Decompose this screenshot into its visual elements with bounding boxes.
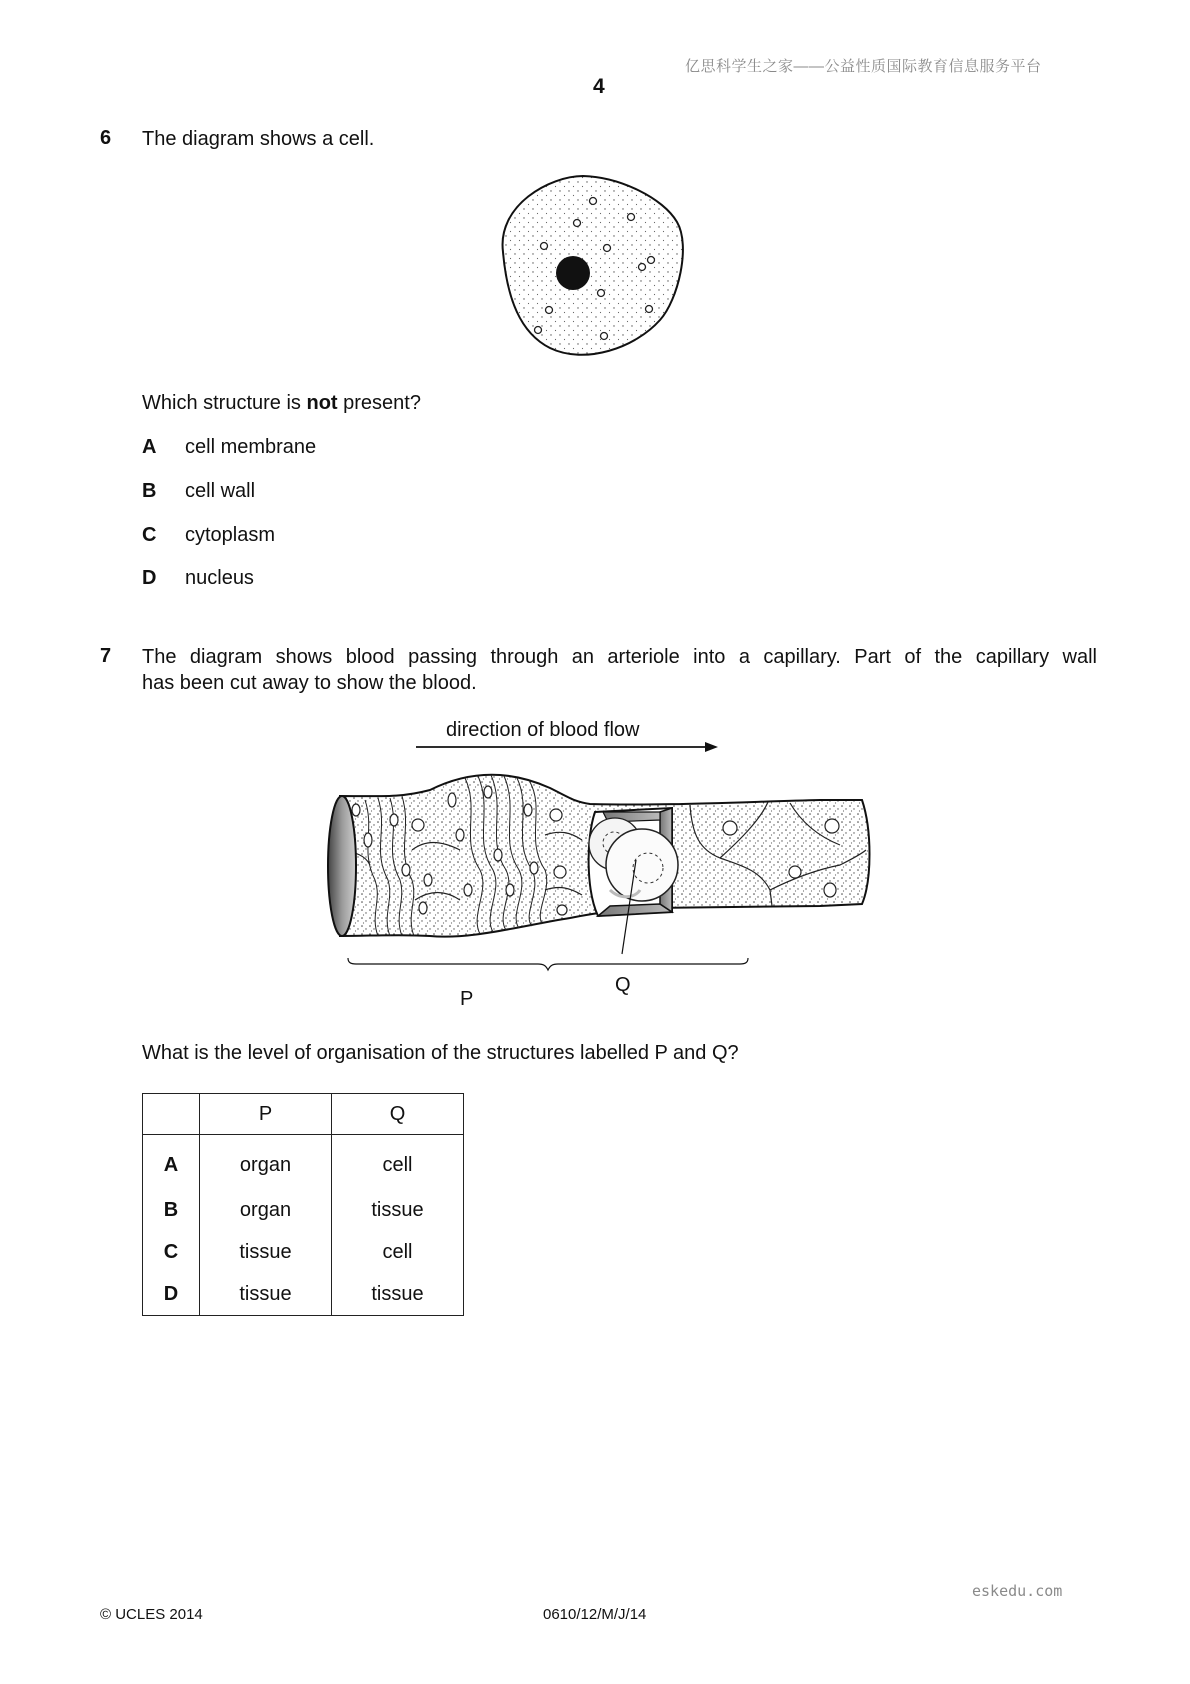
footer-paper-code: 0610/12/M/J/14 xyxy=(543,1606,647,1623)
blood-flow-label: direction of blood flow xyxy=(446,719,640,741)
table-header-blank xyxy=(143,1094,200,1135)
row-letter: A xyxy=(143,1135,200,1190)
q7-stem-line1: The diagram shows blood passing through an arteriole into a capillary. Part of the capillary wall xyxy=(142,646,1097,668)
q6-question xyxy=(142,390,421,417)
row-p: tissue xyxy=(200,1231,332,1273)
red-blood-cell-q xyxy=(606,829,678,901)
footer-copyright: © UCLES 2014 xyxy=(100,1606,203,1623)
row-p: organ xyxy=(200,1189,332,1231)
q6-question-text-end: present? xyxy=(337,392,421,414)
q6-option-a-text: cell membrane xyxy=(185,436,317,458)
capillary-cutaway xyxy=(589,808,678,916)
q6-option-a-letter: A xyxy=(142,436,157,458)
row-q: cell xyxy=(332,1231,464,1273)
row-letter: B xyxy=(143,1189,200,1231)
cell-diagram xyxy=(495,170,705,370)
q6-stem: The diagram shows a cell. xyxy=(142,128,375,150)
row-q: cell xyxy=(332,1135,464,1190)
blood-vessel-diagram xyxy=(320,740,880,1010)
q6-option-b-text: cell wall xyxy=(185,480,256,502)
row-letter: C xyxy=(143,1231,200,1273)
q7-stem-line2: has been cut away to show the blood. xyxy=(142,672,477,694)
row-p: tissue xyxy=(200,1273,332,1316)
table-row xyxy=(143,1135,464,1190)
diagram-label-p: P xyxy=(460,988,474,1010)
footer-site-watermark: eskedu.com xyxy=(972,1582,1063,1600)
q7-number: 7 xyxy=(100,645,112,667)
q6-question-text: Which structure is xyxy=(142,392,307,414)
answer-table xyxy=(142,1093,464,1316)
q6-option-d-text: nucleus xyxy=(185,567,254,589)
q6-option-c-letter: C xyxy=(142,524,157,546)
row-p: organ xyxy=(200,1135,332,1190)
diagram-label-q: Q xyxy=(615,974,631,996)
q6-question-emphasis: not xyxy=(306,392,338,414)
arteriole-lumen xyxy=(328,796,356,936)
row-letter: D xyxy=(143,1273,200,1316)
table-header-p: P xyxy=(200,1094,332,1135)
q7-question: What is the level of organisation of the structures labelled P and Q? xyxy=(142,1042,739,1064)
table-header-row xyxy=(143,1094,464,1135)
nucleus xyxy=(556,256,590,290)
q6-number: 6 xyxy=(100,127,112,149)
table-row xyxy=(143,1273,464,1316)
q6-option-c-text: cytoplasm xyxy=(185,524,276,546)
q6-option-d-letter: D xyxy=(142,567,157,589)
row-q: tissue xyxy=(332,1273,464,1316)
label-p-bracket xyxy=(348,958,748,970)
row-q: tissue xyxy=(332,1189,464,1231)
q6-option-b-letter: B xyxy=(142,480,157,502)
table-row xyxy=(143,1231,464,1273)
table-header-q: Q xyxy=(332,1094,464,1135)
table-row xyxy=(143,1189,464,1231)
page-number: 4 xyxy=(593,75,605,98)
blood-flow-arrow xyxy=(416,742,718,752)
header-watermark: 亿思科学生之家——公益性质国际教育信息服务平台 xyxy=(685,58,1042,75)
